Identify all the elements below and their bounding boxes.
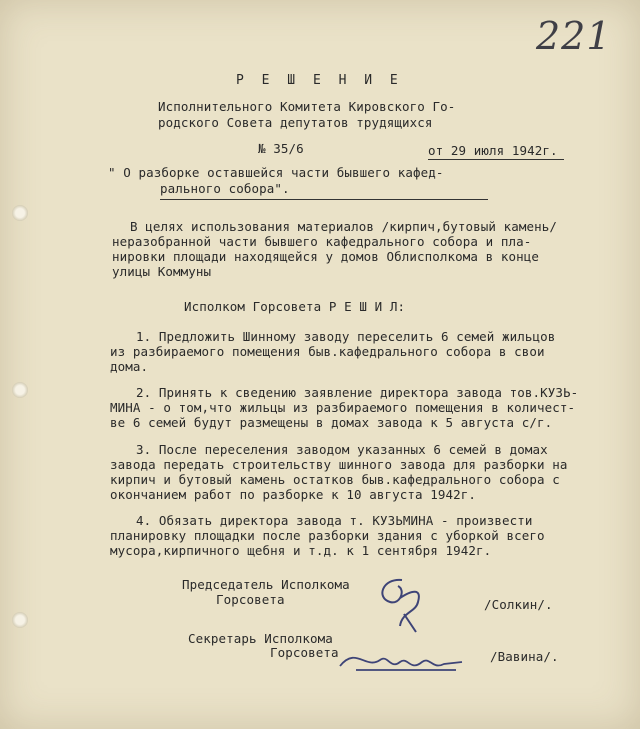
chairman-name: /Солкин/. xyxy=(484,597,553,612)
chairman-title-2: Горсовета xyxy=(216,592,285,607)
item-2-line-2: МИНА - о том,что жильцы из разбираемого помещения в количест- xyxy=(110,400,576,415)
item-3-line-2: завода передать строительству шинного завода для разборки на xyxy=(110,457,568,472)
chairman-signature xyxy=(372,568,442,638)
secretary-title-1: Секретарь Исполкома xyxy=(188,631,333,646)
item-4-line-1: 4. Обязать директора завода т. КУЗЬМИНА - произвести xyxy=(136,513,533,528)
punch-hole xyxy=(12,382,28,398)
item-4-line-2: планировку площадки после разборки здания с уборкой всего xyxy=(110,528,545,543)
chairman-title-1: Председатель Исполкома xyxy=(182,577,350,592)
item-3-line-4: окончанием работ по разборке к 10 августа 1942г. xyxy=(110,487,477,502)
item-3-line-3: кирпич и бутовый камень остатков быв.кафедрального собора с xyxy=(110,472,560,487)
item-1-line-1: 1. Предложить Шинному заводу переселить 6 семей жильцов xyxy=(136,329,556,344)
subject-line-2: рального собора". xyxy=(160,181,290,196)
item-1-line-3: дома. xyxy=(110,359,149,374)
issuer-line-1: Исполнительного Комитета Кировского Го- xyxy=(158,99,456,114)
item-1-line-2: из разбираемого помещения быв.кафедрального собора в свои xyxy=(110,344,545,359)
folio-number: 221 xyxy=(536,14,612,58)
preamble-line-2: неразобранной части бывшего кафедрального собора и пла- xyxy=(112,234,532,249)
decision-date: от 29 июля 1942г. xyxy=(428,143,558,158)
item-4-line-3: мусора,кирпичного щебня и т.д. к 1 сентября 1942г. xyxy=(110,543,492,558)
subject-line-1: " О разборке оставшейся части бывшего кафед- xyxy=(108,165,444,180)
date-underline xyxy=(428,159,564,160)
secretary-name: /Вавина/. xyxy=(490,649,559,664)
preamble-line-3: нировки площади находящейся у домов Облисполкома в конце xyxy=(112,249,540,264)
secretary-title-2: Горсовета xyxy=(270,645,339,660)
punch-hole xyxy=(12,205,28,221)
item-2-line-1: 2. Принять к сведению заявление директора завода тов.КУЗЬ- xyxy=(136,385,579,400)
punch-hole xyxy=(12,612,28,628)
item-3-line-1: 3. После переселения заводом указанных 6 семей в домах xyxy=(136,442,548,457)
resolution-heading: Исполком Горсовета Р Е Ш И Л: xyxy=(184,299,406,314)
preamble-line-4: улицы Коммуны xyxy=(112,264,212,279)
decision-number: № 35/6 xyxy=(258,141,304,156)
document-title: Р Е Ш Е Н И Е xyxy=(236,73,403,88)
preamble-line-1: В целях использования материалов /кирпич,бутовый камень/ xyxy=(130,219,558,234)
item-2-line-3: ве 6 семей будут размещены в домах завода к 5 августа с/г. xyxy=(110,415,553,430)
subject-underline xyxy=(160,199,488,200)
issuer-line-2: родского Совета депутатов трудящихся xyxy=(158,115,433,130)
secretary-signature xyxy=(336,636,476,681)
